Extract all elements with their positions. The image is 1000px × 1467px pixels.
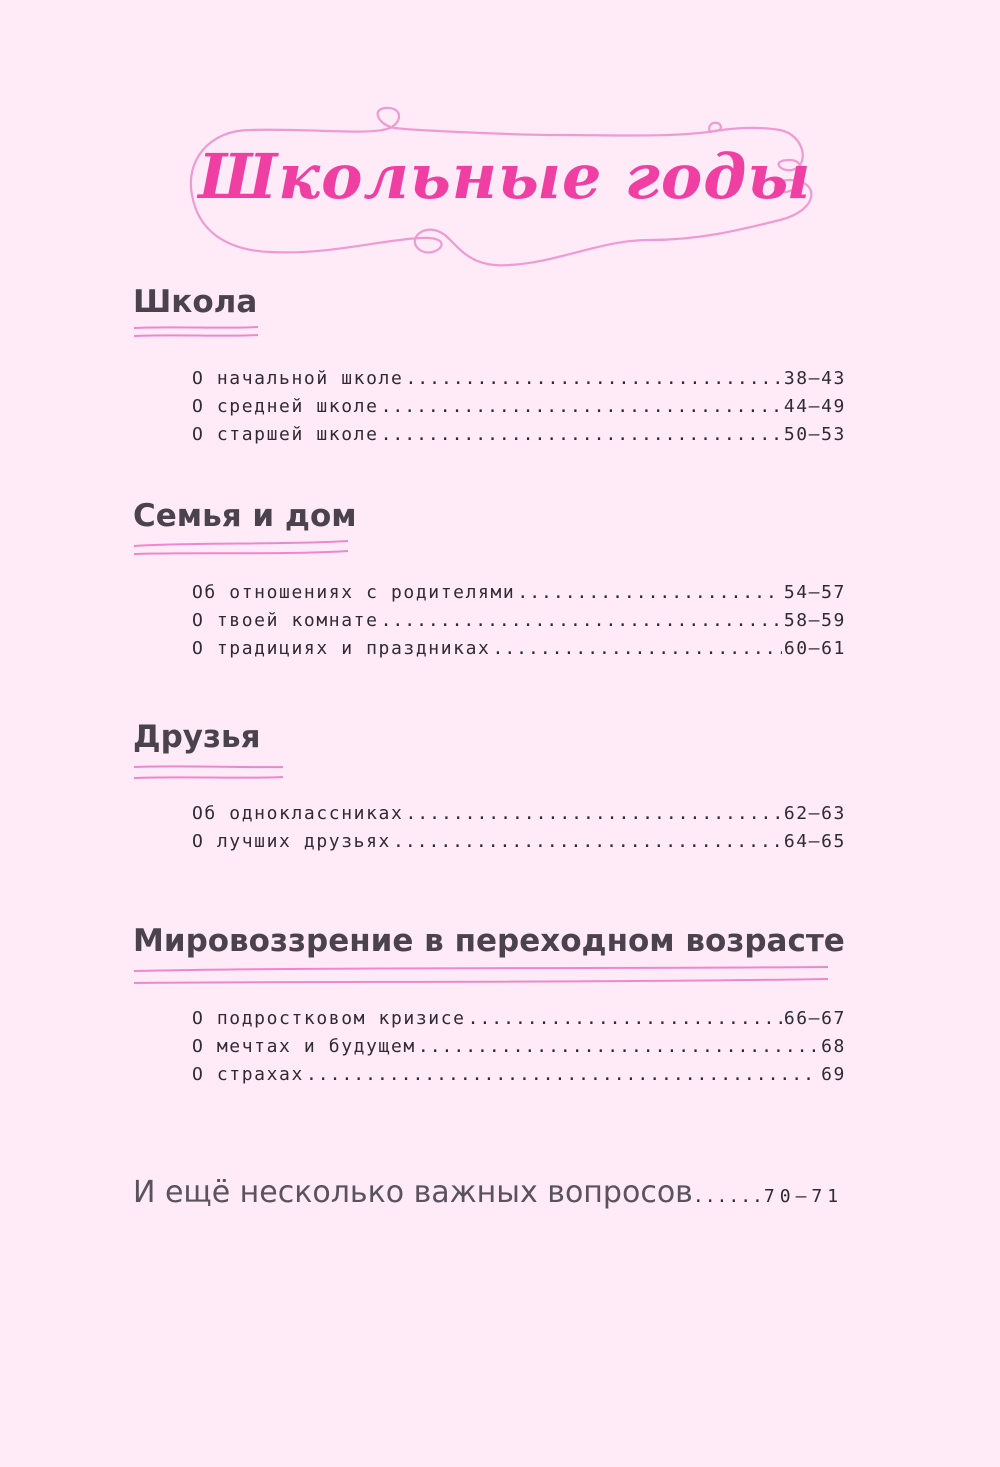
section-friends	[133, 719, 293, 783]
toc-pages: 60–61	[783, 638, 846, 659]
toc-label: О мечтах и будущем	[192, 1036, 416, 1057]
pink-underline	[133, 536, 353, 558]
toc-row[interactable]	[192, 424, 846, 452]
section-heading: Друзья	[133, 719, 261, 755]
pink-underline	[133, 322, 263, 344]
toc-row[interactable]	[192, 1008, 846, 1036]
title-banner	[180, 100, 830, 280]
section-heading: Школа	[133, 284, 258, 320]
toc-list-family	[192, 582, 846, 666]
toc-pages: 38–43	[783, 368, 846, 389]
page-title: Школьные годы	[198, 140, 812, 213]
toc-label: О страхах	[192, 1064, 304, 1085]
toc-leader-dots	[306, 1064, 819, 1085]
toc-pages: 68	[821, 1036, 846, 1057]
toc-label: О подростковом кризисе	[192, 1008, 466, 1029]
toc-leader-dots	[468, 1008, 782, 1029]
toc-leader-dots	[381, 396, 782, 417]
toc-pages: 54–57	[783, 582, 846, 603]
toc-leader-dots	[405, 803, 781, 824]
toc-pages: 66–67	[783, 1008, 846, 1029]
section-heading: Семья и дом	[133, 498, 357, 534]
section-worldview	[133, 923, 845, 989]
toc-label: Об отношениях с родителями	[192, 582, 516, 603]
toc-row[interactable]	[192, 610, 846, 638]
toc-final-entry[interactable]	[133, 1175, 847, 1210]
toc-leader-dots	[381, 610, 782, 631]
toc-row[interactable]	[192, 803, 846, 831]
toc-row[interactable]	[192, 1036, 846, 1064]
toc-label: О начальной школе	[192, 368, 404, 389]
final-entry-label: И ещё несколько важных вопросов	[133, 1175, 693, 1210]
toc-label: О лучших друзьях	[192, 831, 391, 852]
toc-pages: 64–65	[783, 831, 846, 852]
toc-row[interactable]	[192, 1064, 846, 1092]
toc-list-school	[192, 368, 846, 452]
pink-underline	[133, 757, 293, 783]
toc-leader-dots	[393, 831, 782, 852]
toc-label: О твоей комнате	[192, 610, 379, 631]
toc-row[interactable]	[192, 638, 846, 666]
toc-list-friends	[192, 803, 846, 859]
toc-pages: 44–49	[783, 396, 846, 417]
toc-leader-dots	[418, 1036, 819, 1057]
final-entry-dots: ......	[692, 1186, 764, 1207]
toc-pages: 50–53	[783, 424, 846, 445]
toc-list-worldview	[192, 1008, 846, 1092]
toc-label: Об одноклассниках	[192, 803, 404, 824]
toc-row[interactable]	[192, 831, 846, 859]
toc-label: О старшей школе	[192, 424, 379, 445]
toc-pages: 69	[821, 1064, 846, 1085]
toc-row[interactable]	[192, 582, 846, 610]
section-family	[133, 498, 357, 558]
toc-label: О средней школе	[192, 396, 379, 417]
toc-leader-dots	[493, 638, 782, 659]
toc-leader-dots	[381, 424, 782, 445]
section-school	[133, 284, 263, 344]
section-heading: Мировоззрение в переходном возрасте	[133, 923, 845, 959]
pink-underline	[133, 961, 833, 989]
toc-label: О традициях и праздниках	[192, 638, 491, 659]
toc-pages: 62–63	[783, 803, 846, 824]
toc-leader-dots	[517, 582, 781, 603]
toc-leader-dots	[405, 368, 781, 389]
toc-pages: 58–59	[783, 610, 846, 631]
final-entry-pages: 70–71	[763, 1186, 844, 1207]
toc-row[interactable]	[192, 396, 846, 424]
toc-row[interactable]	[192, 368, 846, 396]
